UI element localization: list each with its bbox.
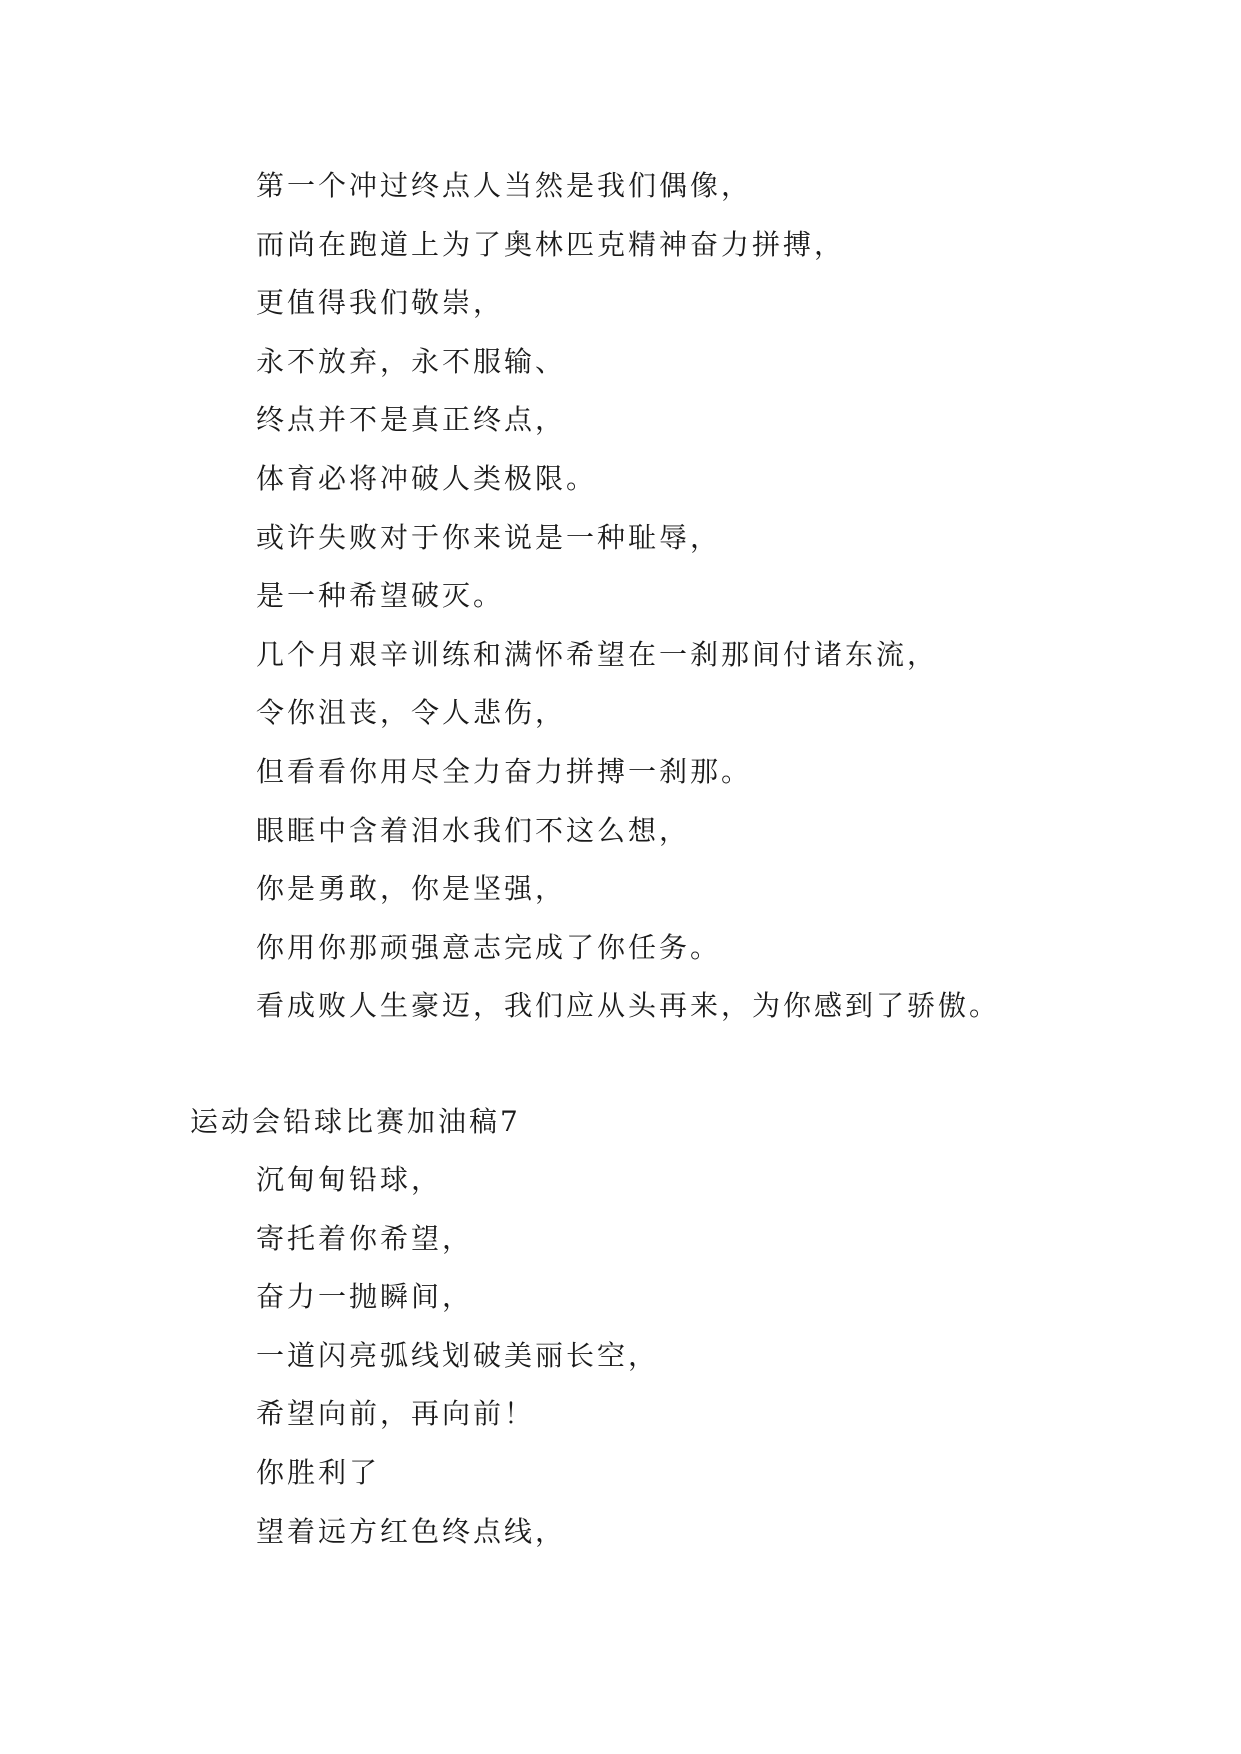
poem-line: 奋力一抛瞬间， bbox=[256, 1280, 474, 1314]
poem-line: 你是勇敢，你是坚强， bbox=[256, 872, 567, 906]
poem-line: 更值得我们敬崇， bbox=[256, 286, 505, 320]
poem-line: 是一种希望破灭。 bbox=[256, 579, 505, 613]
poem-line: 第一个冲过终点人当然是我们偶像， bbox=[256, 169, 753, 202]
poem-section-2 bbox=[256, 1151, 1156, 1561]
poem-line: 永不放弃，永不服输、 bbox=[256, 344, 567, 378]
poem-line: 而尚在跑道上为了奥林匹克精神奋力拼搏， bbox=[256, 227, 846, 261]
poem-line: 寄托着你希望， bbox=[256, 1221, 474, 1255]
poem-line: 眼眶中含着泪水我们不这么想， bbox=[256, 813, 691, 847]
poem-line: 或许失败对于你来说是一种耻辱， bbox=[256, 520, 722, 554]
poem-line: 一道闪亮弧线划破美丽长空， bbox=[256, 1338, 660, 1372]
poem-line: 终点并不是真正终点， bbox=[256, 403, 567, 437]
poem-section-1 bbox=[256, 157, 1156, 1036]
poem-line: 你用你那顽强意志完成了你任务。 bbox=[256, 930, 722, 964]
poem-line: 体育必将冲破人类极限。 bbox=[256, 461, 598, 495]
poem-line: 看成败人生豪迈，我们应从头再来，为你感到了骄傲。 bbox=[256, 989, 1001, 1023]
poem-line: 你胜利了 bbox=[256, 1455, 381, 1489]
poem-line: 沉甸甸铅球， bbox=[256, 1163, 443, 1196]
poem-line: 令你沮丧，令人悲伤， bbox=[256, 696, 567, 730]
poem-line: 几个月艰辛训练和满怀希望在一刹那间付诸东流， bbox=[256, 637, 939, 671]
section-heading: 运动会铅球比赛加油稿7 bbox=[190, 1105, 521, 1138]
poem-line: 但看看你用尽全力奋力拼搏一刹那。 bbox=[256, 754, 753, 788]
poem-line: 望着远方红色终点线， bbox=[256, 1514, 567, 1548]
poem-line: 希望向前，再向前！ bbox=[256, 1397, 536, 1431]
